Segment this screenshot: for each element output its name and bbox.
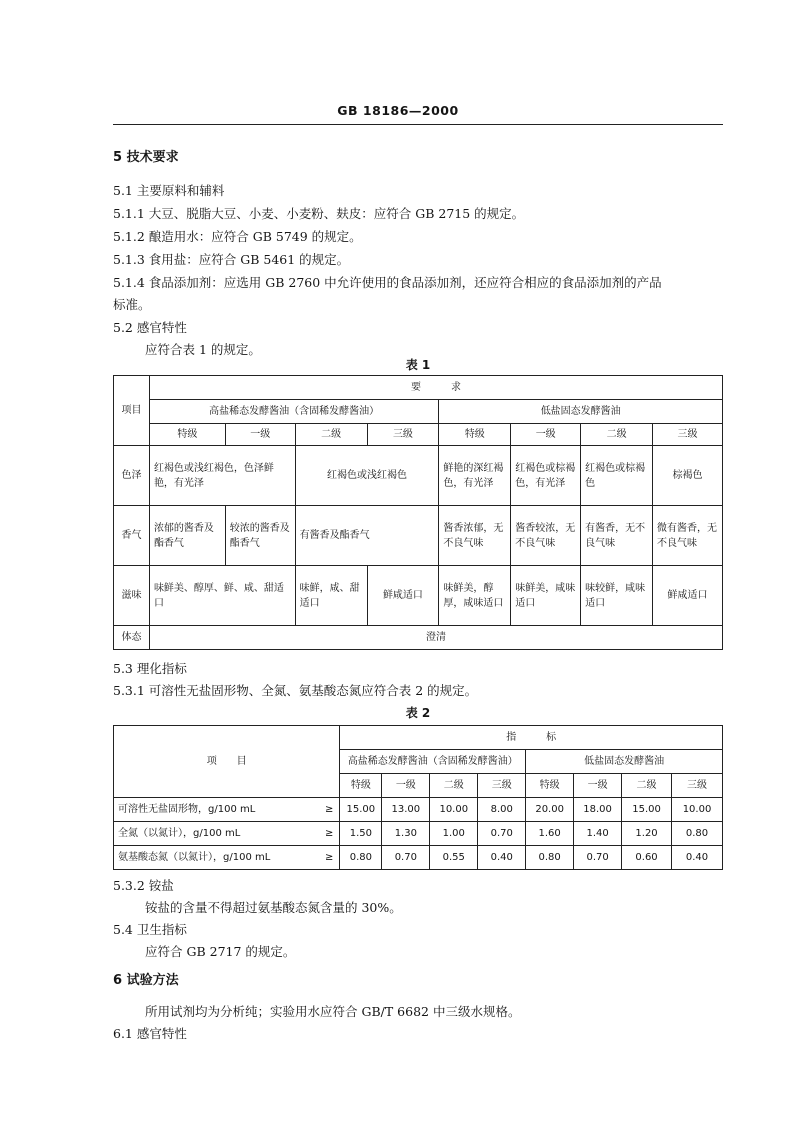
section-5-1-3: 5.1.3 食用盐：应符合 GB 5461 的规定。 bbox=[113, 252, 350, 267]
ge-symbol: ≥ bbox=[324, 803, 334, 815]
t2-cell: 0.70 bbox=[382, 846, 430, 870]
t2-cell: 0.55 bbox=[430, 846, 478, 870]
table-1 bbox=[113, 375, 723, 650]
section-5-title: 5 技术要求 bbox=[113, 150, 179, 165]
t1-color-high-34: 红褐色或浅红褐色 bbox=[295, 446, 439, 506]
t1-grade: 特级 bbox=[149, 424, 225, 446]
t1-taste-high-12: 味鲜美、醇厚、鲜、咸、甜适口 bbox=[149, 566, 295, 626]
t2-cell: 0.40 bbox=[478, 846, 526, 870]
t2-grade: 一级 bbox=[574, 774, 622, 798]
t2-index-header: 指 标 bbox=[340, 726, 723, 750]
t1-high-header: 高盐稀态发酵酱油（含固稀发酵酱油） bbox=[149, 400, 438, 424]
t2-cell: 0.40 bbox=[672, 846, 723, 870]
t2-cell: 18.00 bbox=[574, 798, 622, 822]
section-5-3-2: 5.3.2 铵盐 bbox=[113, 878, 174, 893]
section-5-2: 5.2 感官特性 bbox=[113, 320, 187, 335]
t2-grade: 二级 bbox=[622, 774, 672, 798]
t2-low-header: 低盐固态发酵酱油 bbox=[526, 750, 723, 774]
t2-cell: 15.00 bbox=[340, 798, 382, 822]
t1-taste-high-2: 味鲜，咸、甜适口 bbox=[295, 566, 367, 626]
t1-aroma-low-special: 酱香浓郁，无不良气味 bbox=[439, 506, 511, 566]
t1-aroma-high-special: 浓郁的酱香及酯香气 bbox=[149, 506, 225, 566]
t2-cell: 8.00 bbox=[478, 798, 526, 822]
header-rule bbox=[113, 124, 723, 125]
t1-grade: 一级 bbox=[225, 424, 295, 446]
t2-grade: 特级 bbox=[340, 774, 382, 798]
t1-taste-low-3: 鲜咸适口 bbox=[653, 566, 723, 626]
t2-cell: 1.40 bbox=[574, 822, 622, 846]
section-5-4: 5.4 卫生指标 bbox=[113, 922, 187, 937]
t2-cell: 10.00 bbox=[430, 798, 478, 822]
t2-cell: 0.80 bbox=[672, 822, 723, 846]
table-2 bbox=[113, 725, 723, 870]
section-6-1: 6.1 感官特性 bbox=[113, 1026, 187, 1041]
t1-color-low-1: 红褐色或棕褐色，有光泽 bbox=[511, 446, 581, 506]
t1-grade: 二级 bbox=[581, 424, 653, 446]
t2-cell: 13.00 bbox=[382, 798, 430, 822]
t2-grade: 特级 bbox=[526, 774, 574, 798]
t1-taste-label: 滋味 bbox=[114, 566, 150, 626]
t1-color-low-2: 红褐色或棕褐色 bbox=[581, 446, 653, 506]
table-row bbox=[114, 822, 723, 846]
section-5-1-1: 5.1.1 大豆、脱脂大豆、小麦、小麦粉、麸皮：应符合 GB 2715 的规定。 bbox=[113, 206, 525, 221]
t1-item-header: 项目 bbox=[114, 376, 150, 446]
t1-grade: 一级 bbox=[511, 424, 581, 446]
section-5-3-2-text: 铵盐的含量不得超过氨基酸态氮含量的 30%。 bbox=[145, 900, 402, 915]
t2-grade: 三级 bbox=[478, 774, 526, 798]
t1-grade: 三级 bbox=[367, 424, 439, 446]
t1-grade: 特级 bbox=[439, 424, 511, 446]
t1-aroma-low-2: 有酱香，无不良气味 bbox=[581, 506, 653, 566]
t2-cell: 1.60 bbox=[526, 822, 574, 846]
table2-caption: 表 2 bbox=[405, 706, 431, 720]
t1-aroma-label: 香气 bbox=[114, 506, 150, 566]
t2-high-header: 高盐稀态发酵酱油（含固稀发酵酱油） bbox=[340, 750, 526, 774]
section-5-3-1: 5.3.1 可溶性无盐固形物、全氮、氨基酸态氮应符合表 2 的规定。 bbox=[113, 683, 478, 698]
section-5-2-text: 应符合表 1 的规定。 bbox=[145, 342, 261, 357]
section-5-1-2: 5.1.2 酿造用水：应符合 GB 5749 的规定。 bbox=[113, 229, 362, 244]
section-5-1-4-cont: 标准。 bbox=[113, 297, 151, 312]
t2-cell: 1.00 bbox=[430, 822, 478, 846]
t2-cell: 0.70 bbox=[478, 822, 526, 846]
t1-color-low-3: 棕褐色 bbox=[653, 446, 723, 506]
section-6-title: 6 试验方法 bbox=[113, 973, 179, 988]
t2-cell: 0.80 bbox=[340, 846, 382, 870]
table-row bbox=[114, 798, 723, 822]
t1-taste-low-2: 味较鲜，咸味适口 bbox=[581, 566, 653, 626]
t2-cell: 0.70 bbox=[574, 846, 622, 870]
section-6-text: 所用试剂均为分析纯；实验用水应符合 GB/T 6682 中三级水规格。 bbox=[145, 1004, 521, 1019]
t2-cell: 15.00 bbox=[622, 798, 672, 822]
t2-row-label: 氨基酸态氮（以氮计），g/100 mL bbox=[118, 851, 271, 863]
t1-color-high-12: 红褐色或浅红褐色，色泽鲜艳，有光泽 bbox=[149, 446, 295, 506]
t2-cell: 1.50 bbox=[340, 822, 382, 846]
t1-aroma-high-23: 有酱香及酯香气 bbox=[295, 506, 439, 566]
document-code: GB 18186—2000 bbox=[337, 103, 459, 118]
t2-grade: 三级 bbox=[672, 774, 723, 798]
t2-cell: 1.30 bbox=[382, 822, 430, 846]
table1-caption: 表 1 bbox=[405, 358, 431, 372]
t1-low-header: 低盐固态发酵酱油 bbox=[439, 400, 723, 424]
t2-grade: 一级 bbox=[382, 774, 430, 798]
section-5-1-4: 5.1.4 食品添加剂：应选用 GB 2760 中允许使用的食品添加剂，还应符合相应的食品添加剂的产品 bbox=[113, 275, 662, 290]
t1-color-label: 色泽 bbox=[114, 446, 150, 506]
t1-grade: 二级 bbox=[295, 424, 367, 446]
section-5-1: 5.1 主要原料和辅料 bbox=[113, 183, 225, 198]
t1-aroma-high-1: 较浓的酱香及酯香气 bbox=[225, 506, 295, 566]
t2-grade: 二级 bbox=[430, 774, 478, 798]
t2-row-label: 可溶性无盐固形物，g/100 mL bbox=[118, 803, 256, 815]
t2-cell: 10.00 bbox=[672, 798, 723, 822]
t2-cell: 0.60 bbox=[622, 846, 672, 870]
ge-symbol: ≥ bbox=[324, 851, 334, 863]
t1-req-header: 要 求 bbox=[149, 376, 722, 400]
t2-item-header: 项 目 bbox=[114, 726, 340, 798]
t1-taste-low-special: 味鲜美，醇厚，咸味适口 bbox=[439, 566, 511, 626]
t1-grade: 三级 bbox=[653, 424, 723, 446]
section-5-4-text: 应符合 GB 2717 的规定。 bbox=[145, 944, 296, 959]
t1-color-low-special: 鲜艳的深红褐色，有光泽 bbox=[439, 446, 511, 506]
t2-row-label: 全氮（以氮计），g/100 mL bbox=[118, 827, 241, 839]
section-5-3: 5.3 理化指标 bbox=[113, 661, 187, 676]
t1-aroma-low-3: 微有酱香，无不良气味 bbox=[653, 506, 723, 566]
table-row bbox=[114, 846, 723, 870]
t1-body-label: 体态 bbox=[114, 626, 150, 650]
t1-taste-high-3: 鲜咸适口 bbox=[367, 566, 439, 626]
t2-cell: 0.80 bbox=[526, 846, 574, 870]
t2-cell: 1.20 bbox=[622, 822, 672, 846]
t1-taste-low-1: 味鲜美，咸味适口 bbox=[511, 566, 581, 626]
t2-cell: 20.00 bbox=[526, 798, 574, 822]
t1-body-value: 澄清 bbox=[149, 626, 722, 650]
t1-aroma-low-1: 酱香较浓，无不良气味 bbox=[511, 506, 581, 566]
ge-symbol: ≥ bbox=[324, 827, 334, 839]
